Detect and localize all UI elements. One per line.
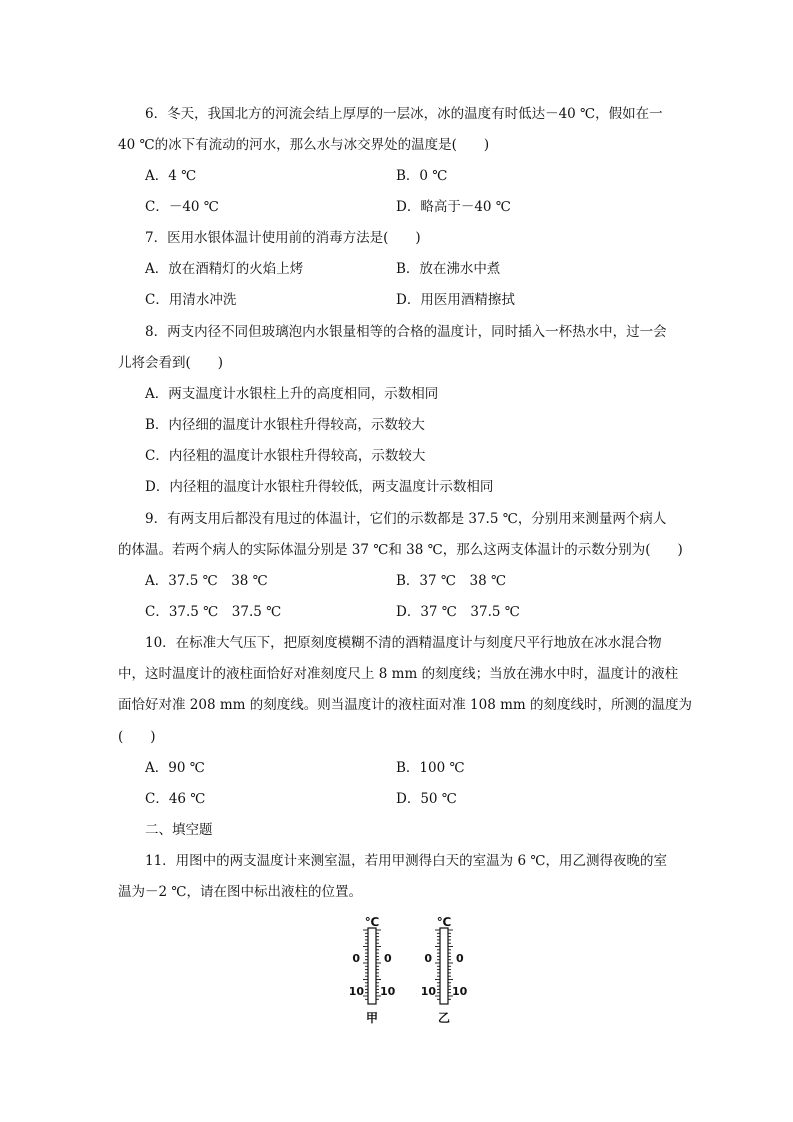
q8-option-c: C．内径粗的温度计水银柱升得较高，示数较大 (145, 448, 426, 464)
q7-option-d: D．用医用酒精擦拭 (396, 292, 515, 308)
thermometer-yi-label-0-right: 0 (456, 952, 464, 965)
thermometer-yi-label-10-right: 10 (452, 985, 468, 998)
q9-line1: 9．有两支用后都没有甩过的体温计，它们的示数都是 37.5 ℃，分别用来测量两个病人 (145, 511, 667, 527)
q10-line2: 中，这时温度计的液柱面恰好对准刻度尺上 8 mm 的刻度线；当放在沸水中时，温度计的液柱 (118, 666, 679, 682)
q8-line1: 8．两支内径不同但玻璃泡内水银量相等的合格的温度计，同时插入一杯热水中，过一会 (145, 324, 667, 340)
thermometer-yi-name: 乙 (437, 1011, 451, 1025)
thermometer-yi-label-0-left: 0 (424, 952, 432, 965)
q7-option-a: A．放在酒精灯的火焰上烤 (145, 261, 304, 277)
thermometer-yi-tube (440, 928, 448, 1004)
thermometer-yi-unit: ℃ (436, 915, 452, 929)
q8-option-a: A．两支温度计水银柱上升的高度相同，示数相同 (145, 386, 439, 402)
q7-line1: 7．医用水银体温计使用前的消毒方法是( ) (145, 230, 421, 246)
thermometer-jia-label-10-right: 10 (380, 985, 396, 998)
section-heading-fill-in: 二、填空题 (145, 822, 213, 838)
q6-line2: 40 ℃的冰下有流动的河水，那么水与冰交界处的温度是( ) (118, 137, 490, 153)
q9-option-a: A．37.5 ℃ 38 ℃ (145, 573, 268, 589)
q10-option-a: A．90 ℃ (145, 760, 205, 776)
q10-option-c: C．46 ℃ (145, 791, 206, 807)
thermometer-figure (340, 910, 490, 1028)
q6-line1: 6．冬天，我国北方的河流会结上厚厚的一层冰，冰的温度有时低达－40 ℃，假如在一 (145, 106, 663, 122)
q9-option-d: D．37 ℃ 37.5 ℃ (396, 604, 520, 620)
q6-option-b: B．0 ℃ (396, 168, 448, 184)
thermometer-yi-label-10-left: 10 (420, 985, 436, 998)
thermometer-yi (421, 915, 468, 1025)
q9-option-b: B．37 ℃ 38 ℃ (396, 573, 507, 589)
thermometer-jia-scale (363, 930, 381, 999)
q6-option-d: D．略高于－40 ℃ (396, 199, 511, 215)
thermometer-jia-name: 甲 (365, 1011, 379, 1025)
q7-option-c: C．用清水冲洗 (145, 292, 237, 308)
q7-option-b: B．放在沸水中煮 (396, 261, 501, 277)
q10-option-b: B．100 ℃ (396, 760, 465, 776)
q10-line1: 10．在标准大气压下，把原刻度模糊不清的酒精温度计与刻度尺平行地放在冰水混合物 (145, 635, 662, 651)
thermometer-jia (349, 915, 396, 1025)
thermometer-jia-tube (368, 928, 376, 1004)
q10-line3: 面恰好对准 208 mm 的刻度线。则当温度计的液柱面对准 108 mm 的刻度线时，所测的温度为 (118, 697, 692, 713)
q6-option-a: A．4 ℃ (145, 168, 197, 184)
q8-option-d: D．内径粗的温度计水银柱升得较低，两支温度计示数相同 (145, 479, 494, 495)
q10-option-d: D．50 ℃ (396, 791, 457, 807)
q10-line4: ( ) (118, 729, 156, 745)
thermometer-jia-label-10-left: 10 (348, 985, 364, 998)
thermometer-yi-scale (435, 930, 453, 999)
q9-option-c: C．37.5 ℃ 37.5 ℃ (145, 604, 282, 620)
q8-line2: 儿将会看到( ) (118, 355, 224, 371)
q11-line2: 温为－2 ℃，请在图中标出液柱的位置。 (118, 884, 362, 900)
thermometer-jia-label-0-right: 0 (384, 952, 392, 965)
q8-option-b: B．内径细的温度计水银柱升得较高，示数较大 (145, 417, 425, 433)
q6-option-c: C．－40 ℃ (145, 199, 219, 215)
q9-line2: 的体温。若两个病人的实际体温分别是 37 ℃和 38 ℃，那么这两支体温计的示数分别为( ) (118, 542, 683, 558)
q11-line1: 11．用图中的两支温度计来测室温，若用甲测得白天的室温为 6 ℃，用乙测得夜晚的室 (145, 853, 667, 869)
thermometer-jia-unit: ℃ (364, 915, 380, 929)
thermometer-jia-label-0-left: 0 (352, 952, 360, 965)
